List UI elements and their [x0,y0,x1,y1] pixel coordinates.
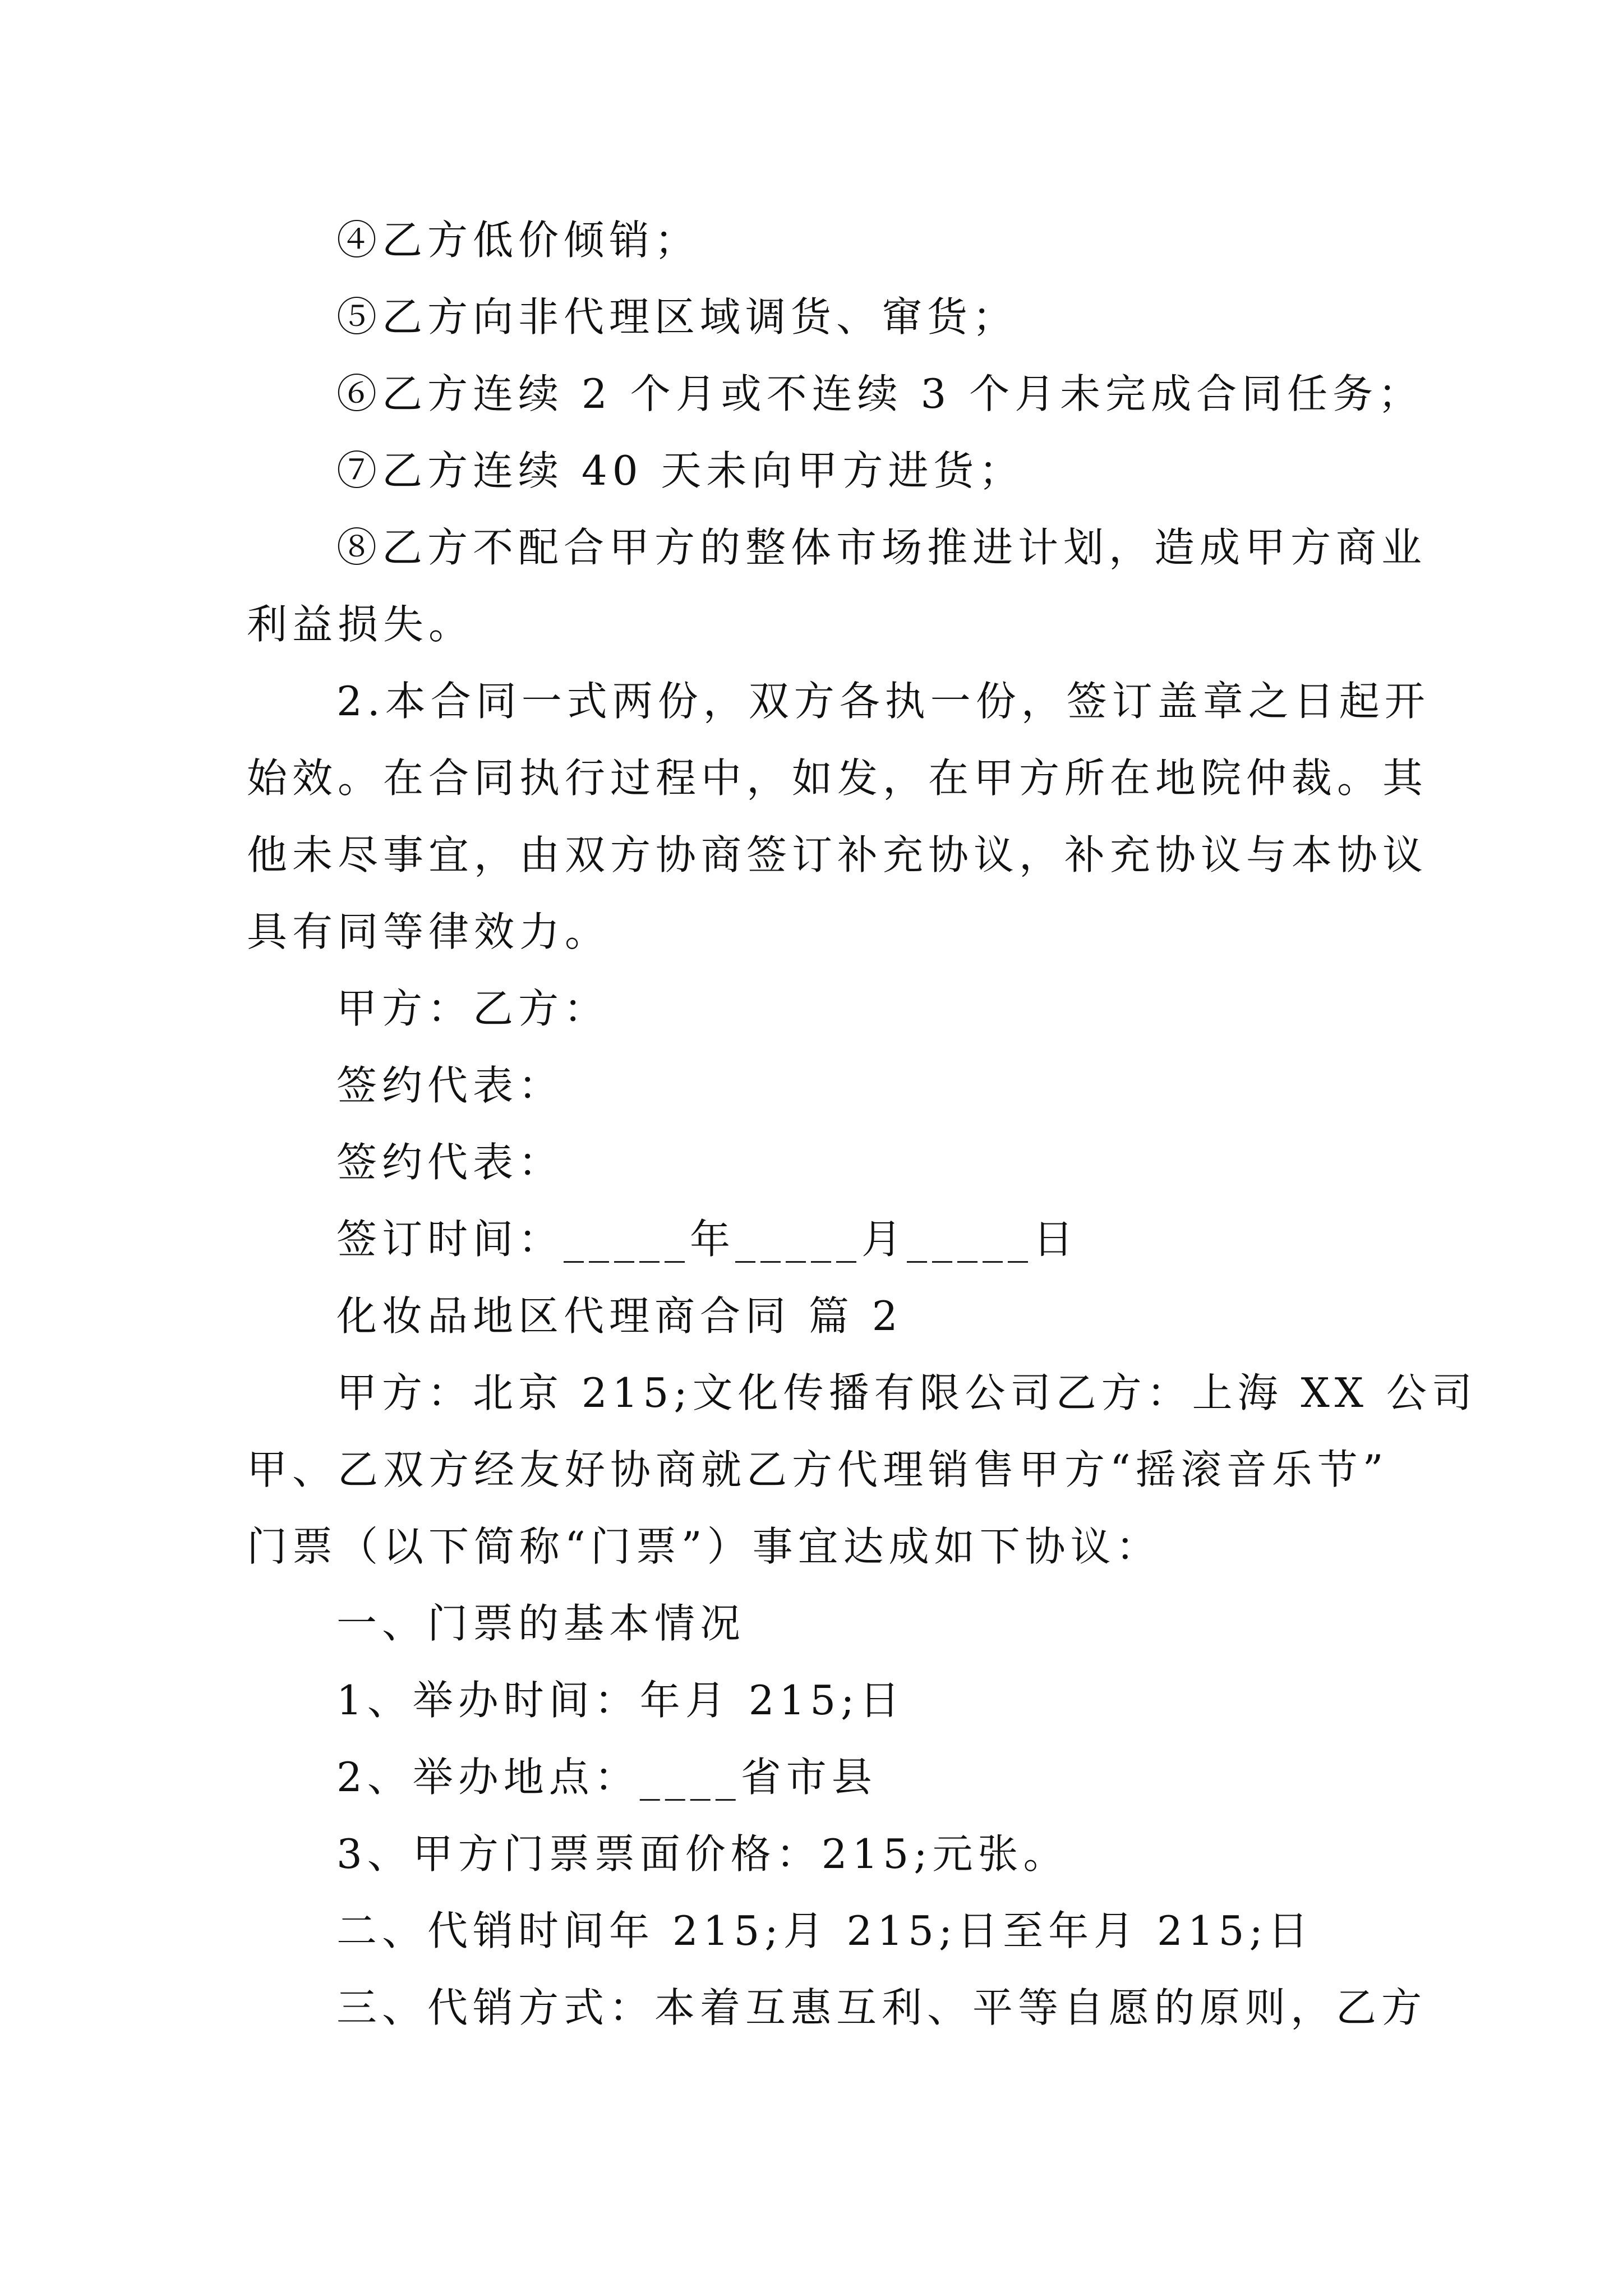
clause-item-6: ⑥乙方连续 2 个月或不连续 3 个月未完成合同任务； [336,370,1424,417]
ticket-info-time: 1、举办时间：年月 215;日 [336,1677,905,1724]
section-title: 化妆品地区代理商合同 篇 2 [336,1292,903,1340]
party-labels: 甲方：乙方： [336,985,610,1032]
ticket-info-location: 2、举办地点：____省市县 [336,1754,877,1801]
agreement-intro: 甲、乙双方经友好协商就乙方代理销售甲方“摇滚音乐节” [247,1446,1389,1493]
heading-sales-period: 二、代销时间年 215;月 215;日至年月 215;日 [336,1907,1313,1954]
document-body [247,202,1477,2046]
ticket-info-price: 3、甲方门票票面价格：215;元张。 [336,1830,1069,1878]
signing-representative-a: 签约代表： [336,1062,564,1109]
paragraph-copies-line-2: 始效。在合同执行过程中，如发，在甲方所在地院仲裁。其 [247,754,1428,802]
heading-ticket-info: 一、门票的基本情况 [336,1600,746,1647]
agreement-intro-line-2: 门票（以下简称“门票”）事宜达成如下协议： [247,1523,1161,1570]
parties-line: 甲方：北京 215;文化传播有限公司乙方：上海 XX 公司 [336,1369,1477,1416]
clause-item-5: ⑤乙方向非代理区域调货、窜货； [336,293,1018,341]
signing-representative-b: 签约代表： [336,1139,564,1186]
clause-item-8: ⑧乙方不配合甲方的整体市场推进计划，造成甲方商业 [336,524,1427,571]
paragraph-copies-line-4: 具有同等律效力。 [247,908,611,955]
clause-item-7: ⑦乙方连续 40 天未向甲方进货； [336,447,1025,494]
paragraph-copies: 2.本合同一式两份，双方各执一份，签订盖章之日起开 [336,678,1430,725]
clause-item-8-continued: 利益损失。 [247,601,474,648]
heading-sales-method: 三、代销方式：本着互惠互利、平等自愿的原则，乙方 [336,1984,1427,2031]
signing-date: 签订时间：_____年_____月_____日 [336,1216,1079,1263]
clause-item-4: ④乙方低价倾销； [336,217,700,264]
paragraph-copies-line-3: 他未尽事宜，由双方协商签订补充协议，补充协议与本协议 [247,831,1428,878]
